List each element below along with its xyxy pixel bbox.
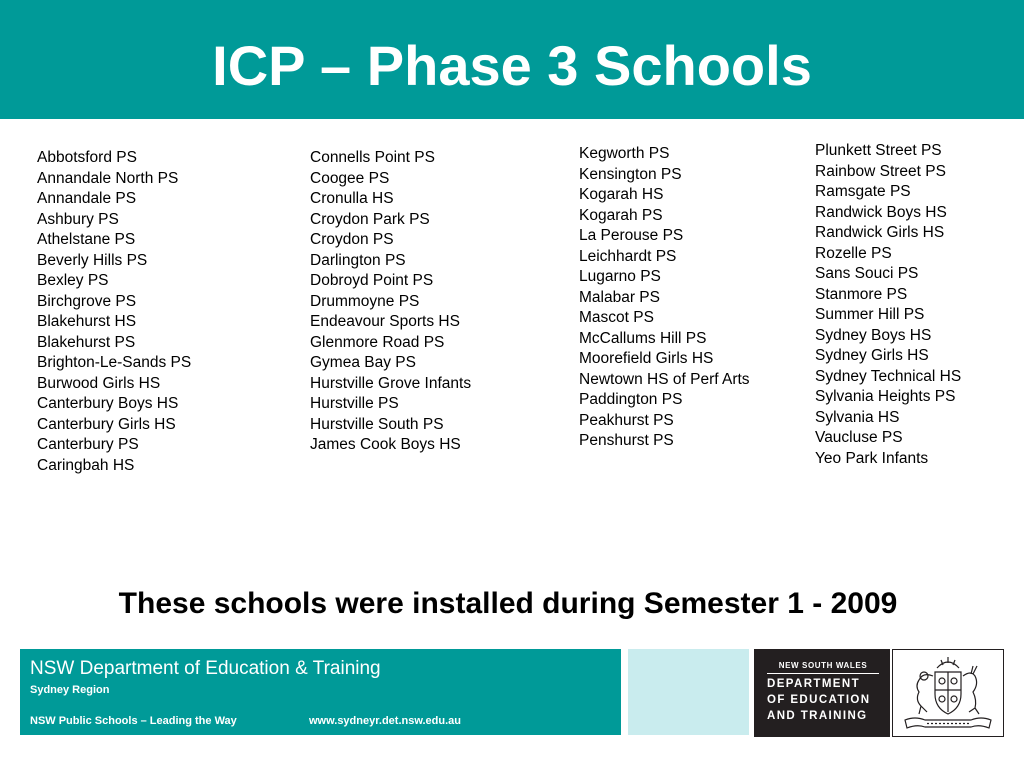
school-list-item: Endeavour Sports HS: [310, 313, 460, 330]
footer-accent-block: [628, 649, 749, 735]
school-list-item: Stanmore PS: [815, 285, 908, 303]
crest-panel: [892, 649, 1004, 737]
footer-url-link[interactable]: www.sydneyr.det.nsw.edu.au: [309, 715, 462, 727]
school-list-item: Kogarah HS: [579, 186, 664, 203]
school-list-item: Annandale PS: [37, 190, 137, 207]
school-list-item: Paddington PS: [579, 391, 683, 408]
department-logo-wordmark: [754, 649, 890, 737]
school-list-column-1: [37, 148, 191, 476]
slide-title: ICP – Phase 3 Schools: [212, 34, 812, 97]
footer-tagline: NSW Public Schools – Leading the Way: [30, 715, 237, 727]
school-list-item: Croydon Park PS: [310, 210, 430, 228]
school-list-item: Hurstville PS: [310, 395, 399, 412]
school-list-item: Peakhurst PS: [579, 411, 674, 429]
footer-region: Sydney Region: [30, 684, 110, 696]
school-list-item: Athelstane PS: [37, 231, 136, 248]
school-list-item: McCallums Hill PS: [579, 329, 707, 347]
footer-org-name: NSW Department of Education & Training: [30, 658, 381, 679]
school-list-item: Plunkett Street PS: [815, 142, 942, 159]
school-list-item: Yeo Park Infants: [815, 449, 929, 467]
school-list-item: Sylvania HS: [815, 408, 900, 426]
school-list-item: Ramsgate PS: [815, 183, 911, 200]
school-list-item: Annandale North PS: [37, 169, 179, 187]
logo-divider: [767, 673, 879, 674]
school-list-item: Sans Souci PS: [815, 265, 919, 282]
school-list-item: Blakehurst HS: [37, 313, 137, 330]
school-list-item: Croydon PS: [310, 231, 394, 248]
school-list-item: Rozelle PS: [815, 244, 892, 262]
school-list-item: Brighton-Le-Sands PS: [37, 354, 192, 371]
school-list-item: Birchgrove PS: [37, 292, 137, 310]
school-list-item: Vaucluse PS: [815, 429, 903, 446]
logo-state-name: NEW SOUTH WALES: [778, 661, 868, 670]
school-list-item: Penshurst PS: [579, 432, 674, 449]
school-list-item: Lugarno PS: [579, 268, 661, 285]
school-list-item: Randwick Boys HS: [815, 203, 947, 221]
school-list-item: Canterbury PS: [37, 436, 139, 453]
school-list-item: Blakehurst PS: [37, 333, 136, 351]
installation-note: These schools were installed during Semester 1 - 2009: [118, 587, 898, 620]
school-list-item: Malabar PS: [579, 288, 660, 306]
school-list-item: Burwood Girls HS: [37, 374, 161, 392]
school-list-item: Glenmore Road PS: [310, 333, 445, 351]
school-list-item: Kensington PS: [579, 165, 682, 183]
school-list-item: Canterbury Girls HS: [37, 415, 176, 433]
department-logo: [754, 649, 1004, 737]
school-list-item: Mascot PS: [579, 309, 654, 326]
school-list-item: Abbotsford PS: [37, 149, 137, 166]
nsw-coat-of-arms-icon: [897, 654, 999, 732]
school-list-column-2: [310, 148, 471, 456]
school-list-item: Leichhardt PS: [579, 247, 677, 265]
footer-panel: [20, 649, 621, 735]
school-list-item: Gymea Bay PS: [310, 354, 416, 371]
logo-line-3: AND TRAINING: [767, 710, 868, 722]
school-list-item: Coogee PS: [310, 169, 390, 187]
school-list-item: Sylvania Heights PS: [815, 388, 956, 405]
school-list-item: Randwick Girls HS: [815, 224, 945, 241]
school-list-item: Drummoyne PS: [310, 292, 420, 310]
school-list-item: Darlington PS: [310, 251, 406, 269]
school-list-item: Sydney Technical HS: [815, 367, 962, 385]
school-list-item: Connells Point PS: [310, 149, 435, 166]
school-list-item: Hurstville South PS: [310, 415, 444, 433]
school-list-column-3: [579, 144, 750, 452]
school-list-item: Rainbow Street PS: [815, 162, 946, 180]
school-list-item: James Cook Boys HS: [310, 436, 461, 453]
school-list-item: Bexley PS: [37, 272, 109, 289]
school-list-item: Beverly Hills PS: [37, 251, 148, 269]
school-list-column-4: [815, 141, 961, 469]
school-list-item: Ashbury PS: [37, 210, 119, 228]
school-list-item: Moorefield Girls HS: [579, 350, 714, 367]
school-list-item: Hurstville Grove Infants: [310, 374, 472, 392]
school-list-item: Summer Hill PS: [815, 306, 925, 323]
logo-line-1: DEPARTMENT: [767, 678, 861, 690]
school-list-item: Kogarah PS: [579, 206, 663, 224]
school-list-item: Kegworth PS: [579, 145, 670, 162]
school-list-item: Caringbah HS: [37, 456, 135, 474]
logo-line-2: OF EDUCATION: [767, 694, 871, 706]
school-list-item: Dobroyd Point PS: [310, 272, 434, 289]
school-list-item: Canterbury Boys HS: [37, 395, 179, 412]
school-list-item: Sydney Girls HS: [815, 347, 929, 364]
school-list-item: La Perouse PS: [579, 227, 684, 244]
school-list-item: Cronulla HS: [310, 190, 394, 207]
school-list-item: Newtown HS of Perf Arts: [579, 370, 750, 388]
school-list-item: Sydney Boys HS: [815, 326, 932, 344]
